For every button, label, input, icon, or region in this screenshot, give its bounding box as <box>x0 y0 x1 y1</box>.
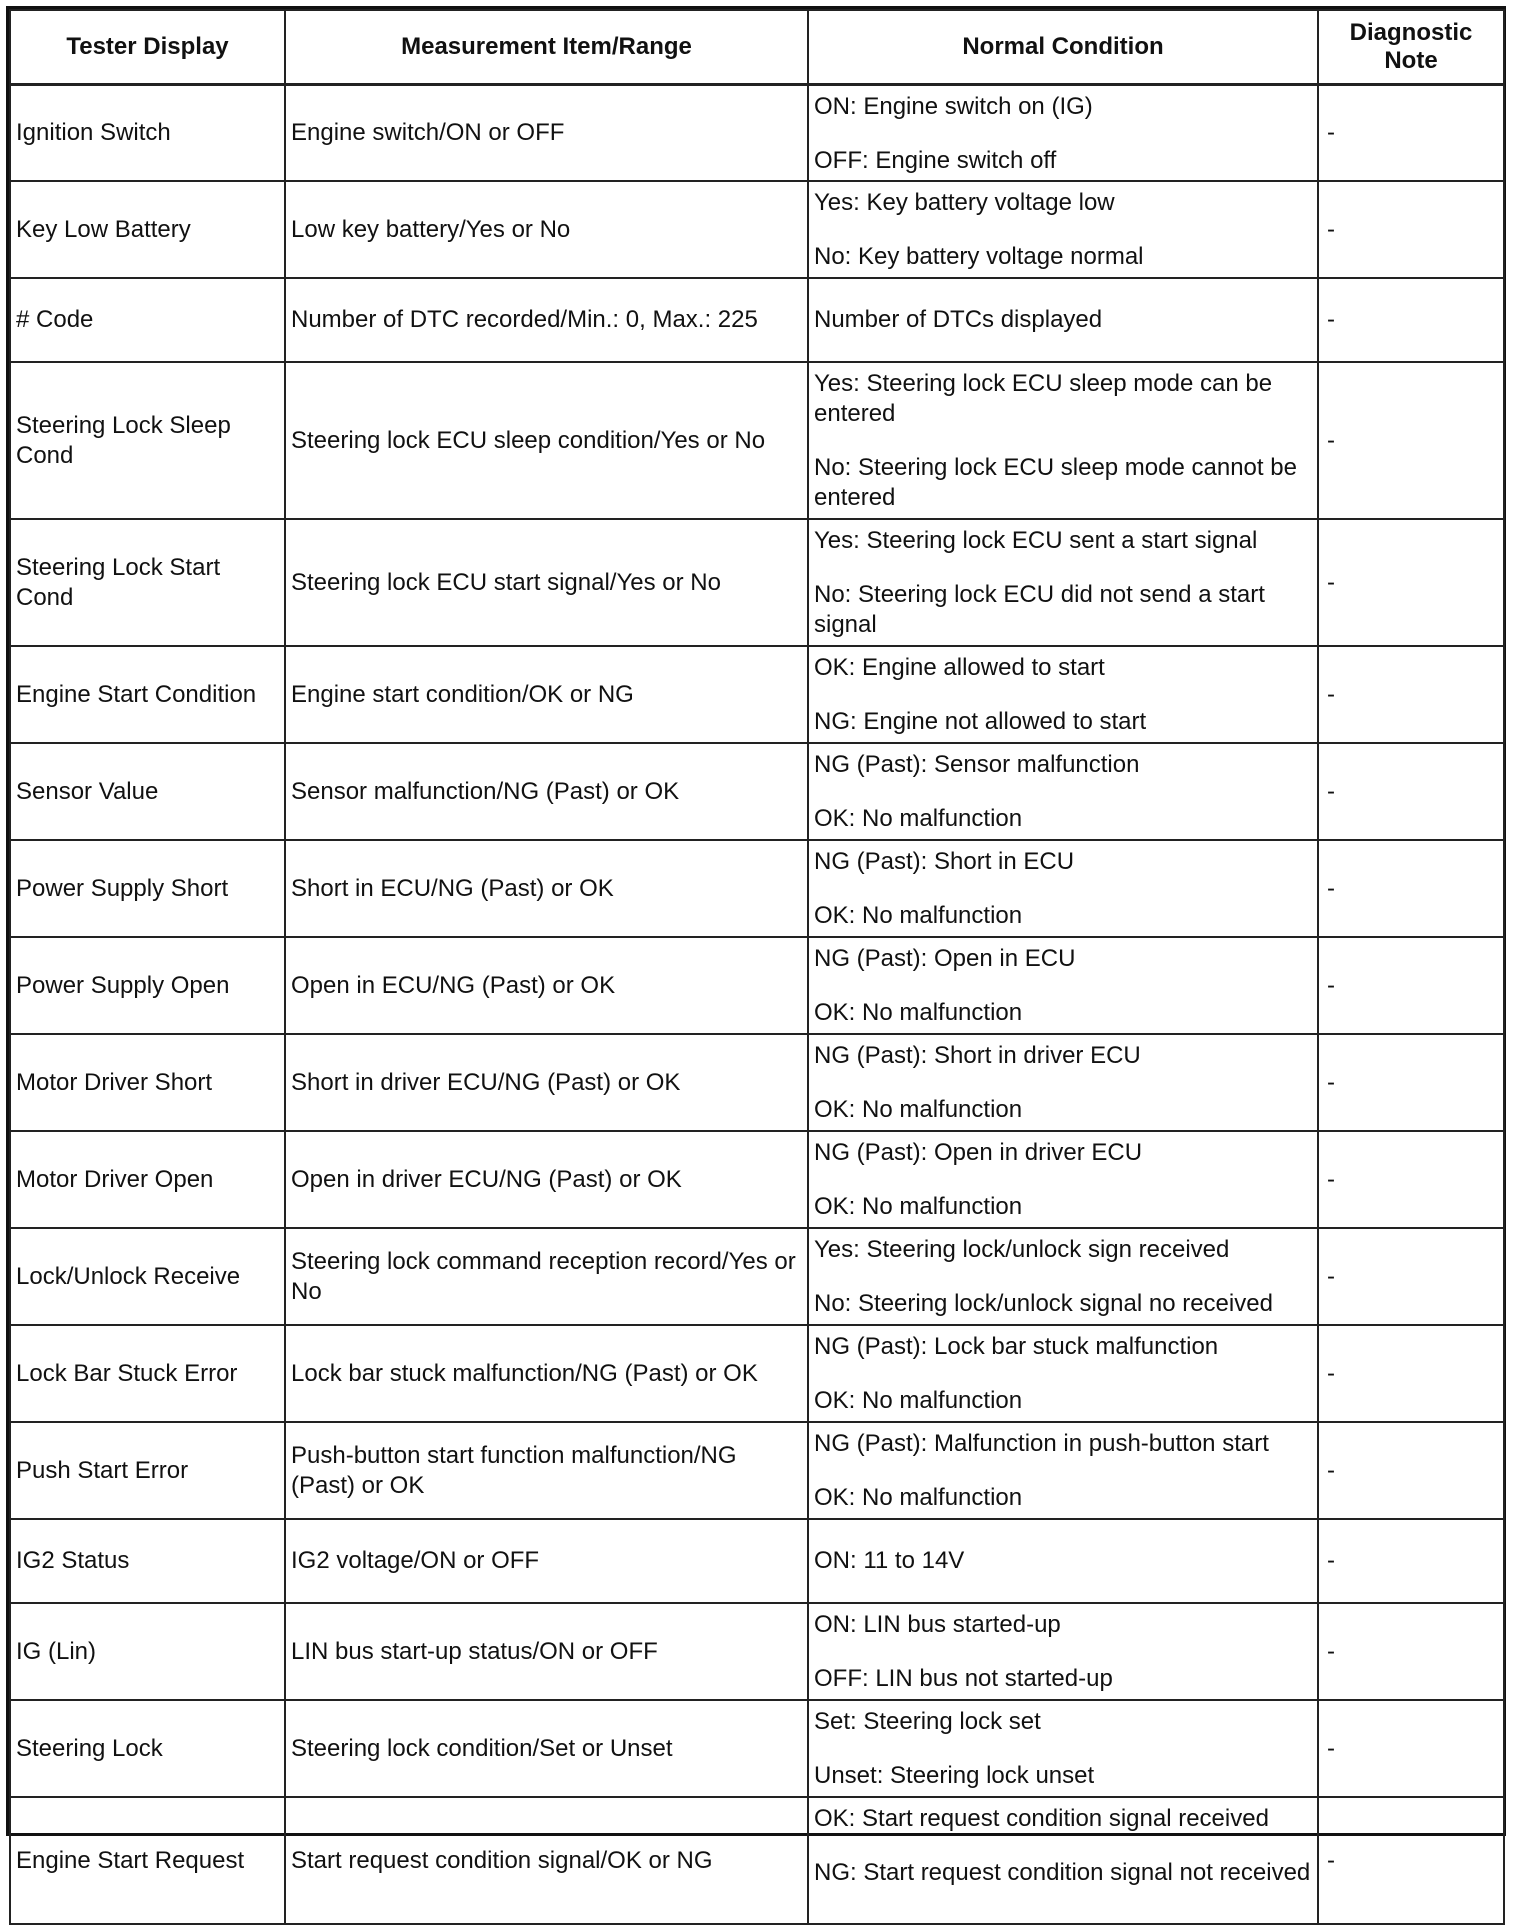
diagnostic-note-cell: - <box>1318 1603 1504 1700</box>
normal-condition-cell <box>808 1603 1318 1700</box>
tester-display-cell: Engine Start Request <box>10 1797 285 1924</box>
normal-condition-cell <box>808 1422 1318 1519</box>
measurement-item-cell: Engine switch/ON or OFF <box>285 84 808 181</box>
diagnostic-note-cell: - <box>1318 278 1504 362</box>
diagnostic-note-cell: - <box>1318 1034 1504 1131</box>
condition-line: NG (Past): Short in driver ECU <box>814 1042 1141 1069</box>
measurement-item-cell: Short in ECU/NG (Past) or OK <box>285 840 808 937</box>
normal-condition-cell <box>808 1700 1318 1797</box>
diagnostic-note-cell: - <box>1318 84 1504 181</box>
normal-condition-cell <box>808 1325 1318 1422</box>
normal-condition-cell <box>808 362 1318 519</box>
header-measurement-item: Measurement Item/Range <box>285 10 808 84</box>
diagnostic-note-cell: - <box>1318 181 1504 278</box>
measurement-item-cell: Open in ECU/NG (Past) or OK <box>285 937 808 1034</box>
diagnostic-note-cell: - <box>1318 1325 1504 1422</box>
table-row <box>10 1131 1504 1228</box>
table-body <box>10 84 1504 1924</box>
condition-line: OK: No malfunction <box>814 1096 1023 1123</box>
diagnostic-note-cell: - <box>1318 646 1504 743</box>
tester-display-cell: Lock/Unlock Receive <box>10 1228 285 1325</box>
table-row <box>10 181 1504 278</box>
table-row <box>10 84 1504 181</box>
condition-line: OK: No malfunction <box>814 805 1023 832</box>
diagnostic-note-cell: - <box>1318 1519 1504 1603</box>
table-row <box>10 840 1504 937</box>
condition-line: NG (Past): Sensor malfunction <box>814 751 1140 778</box>
tester-display-cell: Power Supply Open <box>10 937 285 1034</box>
normal-condition-cell <box>808 1797 1318 1924</box>
table-row <box>10 1034 1504 1131</box>
condition-line: OK: No malfunction <box>814 1484 1023 1511</box>
tester-display-cell: Steering Lock <box>10 1700 285 1797</box>
normal-condition-cell <box>808 937 1318 1034</box>
normal-condition-cell <box>808 1131 1318 1228</box>
condition-line: NG: Start request condition signal not received <box>814 1859 1311 1886</box>
condition-line: Yes: Steering lock ECU sent a start signal <box>814 527 1258 554</box>
normal-condition-cell <box>808 840 1318 937</box>
normal-condition-cell <box>808 646 1318 743</box>
normal-condition-cell <box>808 181 1318 278</box>
table-row <box>10 646 1504 743</box>
measurement-item-cell: Steering lock condition/Set or Unset <box>285 1700 808 1797</box>
condition-line: No: Key battery voltage normal <box>814 243 1144 270</box>
condition-line: OK: Engine allowed to start <box>814 654 1105 681</box>
tester-display-cell: Motor Driver Open <box>10 1131 285 1228</box>
measurement-item-cell: IG2 voltage/ON or OFF <box>285 1519 808 1603</box>
diagnostic-note-cell: - <box>1318 1131 1504 1228</box>
normal-condition-cell <box>808 278 1318 362</box>
diagnostic-note-cell: - <box>1318 1422 1504 1519</box>
tester-display-cell: Lock Bar Stuck Error <box>10 1325 285 1422</box>
normal-condition-cell <box>808 743 1318 840</box>
measurement-item-cell: Lock bar stuck malfunction/NG (Past) or OK <box>285 1325 808 1422</box>
table-row <box>10 1519 1504 1603</box>
diagnostic-note-cell: - <box>1318 519 1504 646</box>
condition-line: OK: No malfunction <box>814 902 1023 929</box>
condition-line: OFF: Engine switch off <box>814 146 1057 174</box>
diagnostic-note-cell: - <box>1318 840 1504 937</box>
table-header-row <box>10 10 1504 84</box>
measurement-item-cell: Low key battery/Yes or No <box>285 181 808 278</box>
condition-line: OK: Start request condition signal received <box>814 1805 1269 1832</box>
measurement-item-cell: LIN bus start-up status/ON or OFF <box>285 1603 808 1700</box>
data-list-sheet <box>6 6 1506 1886</box>
table-row <box>10 1325 1504 1422</box>
tester-display-cell: # Code <box>10 278 285 362</box>
condition-line: OK: No malfunction <box>814 1387 1023 1414</box>
condition-line: NG (Past): Open in ECU <box>814 945 1076 972</box>
tester-display-cell: Motor Driver Short <box>10 1034 285 1131</box>
measurement-item-cell: Open in driver ECU/NG (Past) or OK <box>285 1131 808 1228</box>
tester-display-cell: IG2 Status <box>10 1519 285 1603</box>
condition-line: NG: Engine not allowed to start <box>814 708 1147 735</box>
diagnostic-note-cell: - <box>1318 1700 1504 1797</box>
tester-display-cell: Sensor Value <box>10 743 285 840</box>
measurement-item-cell: Engine start condition/OK or NG <box>285 646 808 743</box>
diagnostic-note-cell: - <box>1318 937 1504 1034</box>
condition-line: No: Steering lock ECU sleep mode cannot be entered <box>814 454 1297 511</box>
condition-line: Yes: Key battery voltage low <box>814 189 1115 216</box>
normal-condition-cell <box>808 519 1318 646</box>
tester-display-cell: Ignition Switch <box>10 84 285 181</box>
measurement-item-cell: Steering lock command reception record/Yes or No <box>285 1228 808 1325</box>
normal-condition-cell <box>808 1519 1318 1603</box>
table-row <box>10 937 1504 1034</box>
data-list-table <box>9 9 1505 1925</box>
table-row <box>10 362 1504 519</box>
measurement-item-cell: Short in driver ECU/NG (Past) or OK <box>285 1034 808 1131</box>
condition-line: OK: No malfunction <box>814 1193 1023 1220</box>
condition-line: NG (Past): Malfunction in push-button start <box>814 1430 1269 1457</box>
measurement-item-cell: Sensor malfunction/NG (Past) or OK <box>285 743 808 840</box>
tester-display-cell: Engine Start Condition <box>10 646 285 743</box>
condition-line: OK: No malfunction <box>814 999 1023 1026</box>
table-row <box>10 1422 1504 1519</box>
table-row <box>10 519 1504 646</box>
measurement-item-cell: Steering lock ECU start signal/Yes or No <box>285 519 808 646</box>
condition-line: No: Steering lock ECU did not send a start signal <box>814 581 1265 638</box>
measurement-item-cell: Start request condition signal/OK or NG <box>285 1797 808 1924</box>
condition-line: Yes: Steering lock ECU sleep mode can be entered <box>814 370 1273 427</box>
diagnostic-note-cell: - <box>1318 362 1504 519</box>
table-row <box>10 743 1504 840</box>
condition-line: Set: Steering lock set <box>814 1708 1041 1735</box>
normal-condition-cell <box>808 1034 1318 1131</box>
diagnostic-note-cell: - <box>1318 1228 1504 1325</box>
condition-line: Unset: Steering lock unset <box>814 1762 1095 1789</box>
table-row <box>10 1603 1504 1700</box>
condition-line: NG (Past): Lock bar stuck malfunction <box>814 1333 1219 1360</box>
tester-display-cell: Key Low Battery <box>10 181 285 278</box>
condition-line: NG (Past): Open in driver ECU <box>814 1139 1143 1166</box>
header-diagnostic-note: Diagnostic Note <box>1318 10 1504 84</box>
tester-display-cell: Power Supply Short <box>10 840 285 937</box>
measurement-item-cell: Number of DTC recorded/Min.: 0, Max.: 225 <box>285 278 808 362</box>
header-normal-condition: Normal Condition <box>808 10 1318 84</box>
normal-condition-cell <box>808 1228 1318 1325</box>
condition-line: Number of DTCs displayed <box>814 306 1103 333</box>
measurement-item-cell: Steering lock ECU sleep condition/Yes or No <box>285 362 808 519</box>
condition-line: OFF: LIN bus not started-up <box>814 1665 1113 1692</box>
condition-line: Yes: Steering lock/unlock sign received <box>814 1236 1230 1263</box>
tester-display-cell: Steering Lock Sleep Cond <box>10 362 285 519</box>
condition-line: No: Steering lock/unlock signal no received <box>814 1290 1273 1317</box>
tester-display-cell: Steering Lock Start Cond <box>10 519 285 646</box>
condition-line: ON: Engine switch on (IG) <box>814 92 1093 120</box>
table-row <box>10 278 1504 362</box>
table-row <box>10 1228 1504 1325</box>
table-row <box>10 1797 1504 1924</box>
measurement-item-cell: Push-button start function malfunction/NG (Past) or OK <box>285 1422 808 1519</box>
tester-display-cell: Push Start Error <box>10 1422 285 1519</box>
tester-display-cell: IG (Lin) <box>10 1603 285 1700</box>
condition-line: ON: 11 to 14V <box>814 1547 965 1574</box>
condition-line: NG (Past): Short in ECU <box>814 848 1075 875</box>
diagnostic-note-cell: - <box>1318 1797 1504 1924</box>
header-tester-display: Tester Display <box>10 10 285 84</box>
diagnostic-note-cell: - <box>1318 743 1504 840</box>
table-row <box>10 1700 1504 1797</box>
normal-condition-cell <box>808 84 1318 181</box>
condition-line: ON: LIN bus started-up <box>814 1611 1061 1638</box>
